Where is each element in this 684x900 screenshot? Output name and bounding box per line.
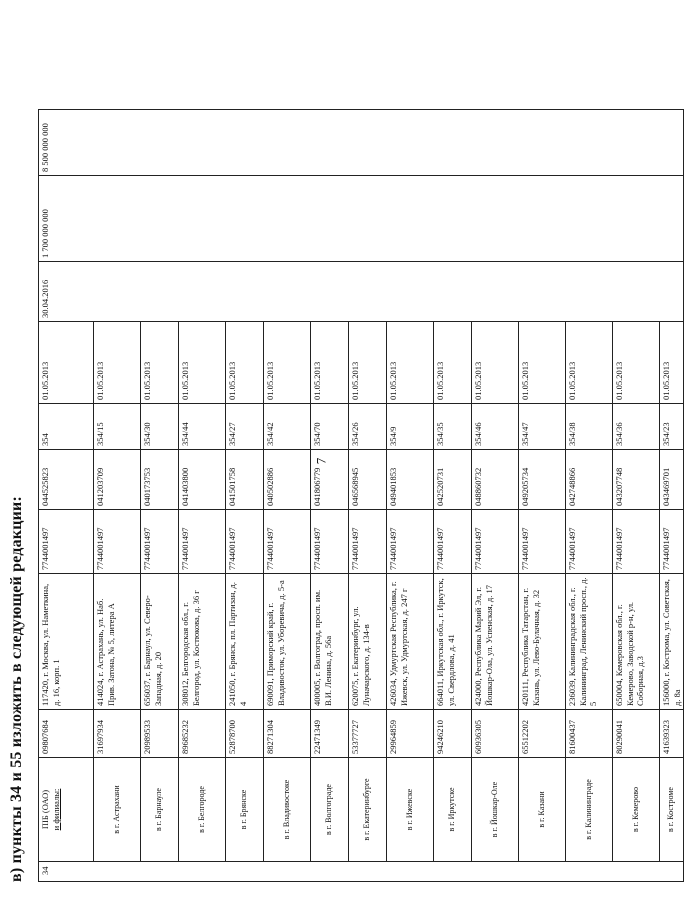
inn-cell: 7744001497: [434, 510, 472, 574]
bik-cell: 042520731: [434, 450, 472, 510]
branch-name-cell: в г. Брянске: [226, 758, 264, 862]
reg-cell: 354/9: [387, 404, 434, 450]
date-cell: 01.05.2013: [39, 322, 94, 404]
branch-name-cell: в г. Волгограде: [311, 758, 349, 862]
okpo-cell: 81600437: [566, 710, 613, 758]
address-cell: 620075, г. Екатеринбург, ул. Луначарского, д. 134-в: [349, 574, 387, 710]
branch-name-cell: в г. Барнауле: [141, 758, 179, 862]
date-cell: 01.05.2013: [226, 322, 264, 404]
address-cell: 650004, Кемеровская обл., г. Кемерово, Заводской р-н, ул. Соборная, д.3: [613, 574, 660, 710]
address-cell: 400005, г. Волгоград, просп. им. В.И. Ленина, д. 56а: [311, 574, 349, 710]
address-cell: 156000, г. Кострома, ул. Советская, д. 8а: [660, 574, 684, 710]
address-cell: 117420, г. Москва, ул. Наметкина, д. 16, корп. 1: [39, 574, 94, 710]
section-heading: в) пункты 34 и 55 изложить в следующей редакции:: [8, 495, 25, 882]
branch-name-cell: в г. Калининграде: [566, 758, 613, 862]
reg-cell: 354/44: [179, 404, 226, 450]
okpo-cell: 09807684: [39, 710, 94, 758]
okpo-cell: 22471349: [311, 710, 349, 758]
rotated-page: [0, 40, 682, 900]
address-cell: 426034, Удмуртская Республика, г. Ижевск, ул. Удмуртская, д. 247 г: [387, 574, 434, 710]
okpo-cell: 29964859: [387, 710, 434, 758]
reg-cell: 354/23: [660, 404, 684, 450]
date-cell: 01.05.2013: [660, 322, 684, 404]
inn-cell: 7744001497: [141, 510, 179, 574]
okpo-cell: 65512202: [519, 710, 566, 758]
bik-cell: 041806779: [311, 450, 349, 510]
date-cell: 01.05.2013: [566, 322, 613, 404]
inn-cell: 7744001497: [613, 510, 660, 574]
address-cell: 414024, г. Астрахань, ул. Наб. Прив. Затона, № 5, литера А: [94, 574, 141, 710]
date-cell: 01.05.2013: [179, 322, 226, 404]
address-cell: 420111, Республика Татарстан, г. Казань, ул. Лево-Булачная, д. 32: [519, 574, 566, 710]
branch-name-cell: в г. Астрахани: [94, 758, 141, 862]
end-date-cell: 30.04.2016: [39, 262, 684, 322]
branch-name-cell: в г. Ижевске: [387, 758, 434, 862]
date-cell: 01.05.2013: [141, 322, 179, 404]
okpo-cell: 89685232: [179, 710, 226, 758]
inn-cell: 7744001497: [660, 510, 684, 574]
bik-cell: 048860732: [472, 450, 519, 510]
okpo-cell: 80290041: [613, 710, 660, 758]
reg-cell: 354/42: [264, 404, 311, 450]
bik-cell: 043469701: [660, 450, 684, 510]
address-cell: 690091, Приморский край, г. Владивосток, ул. Уборевича, д. 5-а: [264, 574, 311, 710]
reg-cell: 354: [39, 404, 94, 450]
bik-cell: 040502886: [264, 450, 311, 510]
address-cell: 236039, Калининградская обл., г. Калининград, Ленинский просп., д. 5: [566, 574, 613, 710]
item-number: 34: [39, 862, 684, 882]
reg-cell: 354/38: [566, 404, 613, 450]
bank-name-cell: ПІБ (ОАО) и филиалы:: [39, 758, 94, 862]
inn-cell: 7744001497: [226, 510, 264, 574]
okpo-cell: 20989533: [141, 710, 179, 758]
branch-name-cell: в г. Иркутске: [434, 758, 472, 862]
page-number: 7: [313, 457, 329, 465]
reg-cell: 354/46: [472, 404, 519, 450]
branch-name-cell: в г. Йошкар-Оле: [472, 758, 519, 862]
bik-cell: 042748866: [566, 450, 613, 510]
address-cell: 424000, Республика Марий Эл, г. Йошкар-Ола, ул. Успенская, д. 17: [472, 574, 519, 710]
inn-cell: 7744001497: [179, 510, 226, 574]
okpo-cell: 52878700: [226, 710, 264, 758]
bik-cell: 041403800: [179, 450, 226, 510]
reg-cell: 354/30: [141, 404, 179, 450]
branch-name-cell: в г. Казани: [519, 758, 566, 862]
reg-cell: 354/26: [349, 404, 387, 450]
date-cell: 01.05.2013: [472, 322, 519, 404]
bik-cell: 044525823: [39, 450, 94, 510]
bank-table: [38, 109, 684, 882]
date-cell: 01.05.2013: [94, 322, 141, 404]
branch-name-cell: в г. Кемерово: [613, 758, 660, 862]
inn-cell: 7744001497: [94, 510, 141, 574]
inn-cell: 7744001497: [39, 510, 94, 574]
branch-name-cell: в г. Владивостоке: [264, 758, 311, 862]
reg-cell: 354/15: [94, 404, 141, 450]
inn-cell: 7744001497: [472, 510, 519, 574]
branch-name-cell: в г. Екатеринбурге: [349, 758, 387, 862]
inn-cell: 7744001497: [264, 510, 311, 574]
amount2-cell: 8 500 000 000: [39, 110, 684, 176]
date-cell: 01.05.2013: [349, 322, 387, 404]
date-cell: 01.05.2013: [613, 322, 660, 404]
branch-name-cell: в г. Костроме: [660, 758, 684, 862]
date-cell: 01.05.2013: [434, 322, 472, 404]
reg-cell: 354/35: [434, 404, 472, 450]
date-cell: 01.05.2013: [519, 322, 566, 404]
bik-cell: 043207748: [613, 450, 660, 510]
bik-cell: 046568945: [349, 450, 387, 510]
okpo-cell: 94246210: [434, 710, 472, 758]
okpo-cell: 60936305: [472, 710, 519, 758]
address-cell: 656037, г. Барнаул, ул. Северо-Западная, д. 20: [141, 574, 179, 710]
date-cell: 01.05.2013: [387, 322, 434, 404]
inn-cell: 7744001497: [387, 510, 434, 574]
date-cell: 01.05.2013: [264, 322, 311, 404]
reg-cell: 354/36: [613, 404, 660, 450]
branch-name-cell: в г. Белгороде: [179, 758, 226, 862]
address-cell: 308012, Белгородская обл., г. Белгород, ул. Костюкова, д. 36 г: [179, 574, 226, 710]
inn-cell: 7744001497: [519, 510, 566, 574]
bik-cell: 041501758: [226, 450, 264, 510]
okpo-cell: 41639323: [660, 710, 684, 758]
inn-cell: 7744001497: [349, 510, 387, 574]
okpo-cell: 88271304: [264, 710, 311, 758]
address-cell: 664011, Иркутская обл., г. Иркутск, ул. Свердлова, д. 41: [434, 574, 472, 710]
reg-cell: 354/47: [519, 404, 566, 450]
amount1-cell: 1 700 000 000: [39, 176, 684, 262]
reg-cell: 354/70: [311, 404, 349, 450]
date-cell: 01.05.2013: [311, 322, 349, 404]
reg-cell: 354/27: [226, 404, 264, 450]
address-cell: 241050, г. Брянск, пл. Партизан, д. 4: [226, 574, 264, 710]
inn-cell: 7744001497: [566, 510, 613, 574]
inn-cell: 7744001497: [311, 510, 349, 574]
okpo-cell: 53377727: [349, 710, 387, 758]
bik-cell: 040173753: [141, 450, 179, 510]
table-row: [39, 110, 94, 882]
okpo-cell: 31697934: [94, 710, 141, 758]
bik-cell: 041203709: [94, 450, 141, 510]
bik-cell: 049401853: [387, 450, 434, 510]
bik-cell: 049205734: [519, 450, 566, 510]
